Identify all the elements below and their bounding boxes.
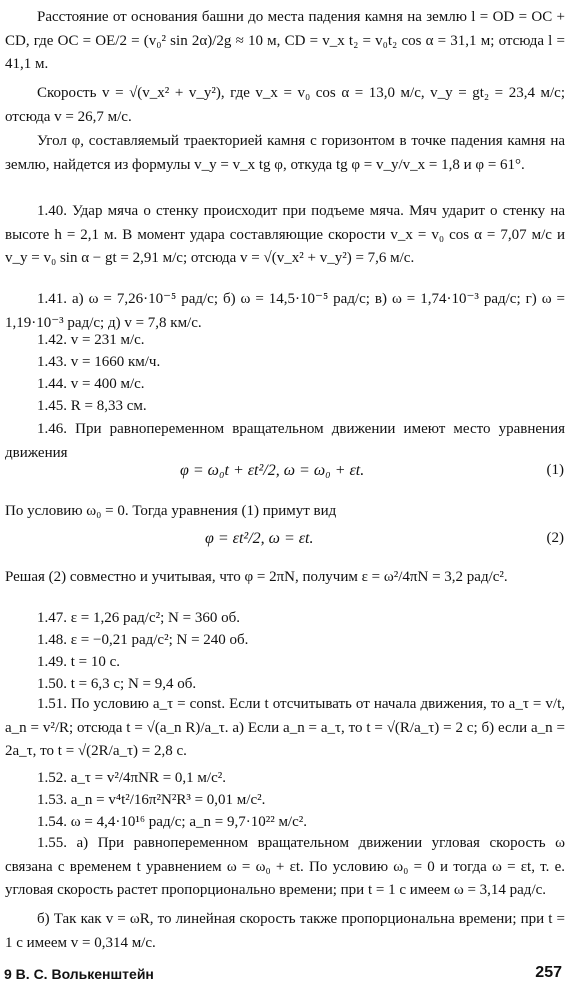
answer-1-54: 1.54. ω = 4,4·10¹⁶ рад/с; a_n = 9,7·10²² м/с². — [37, 814, 308, 830]
paragraph-angle: Угол φ, составляемый траекторией камня с горизонтом в точке падения камня на землю, найдется из формулы v_y = v_x tg φ, откуда tg φ = v_y/v_x = 1,8 и φ = 61°. — [5, 133, 565, 173]
answer-1-52: 1.52. a_τ = v²/4πNR = 0,1 м/с². — [37, 770, 226, 786]
paragraph-solution: Решая (2) совместно и учитывая, что φ = 2πN, получим ε = ω²/4πN = 3,2 рад/с². — [5, 569, 508, 585]
paragraph-distance: Расстояние от основания башни до места падения камня на землю l = OD = OC + CD, где OC = OE/2 = (v₀² sin 2α)/2g ≈ 10 м, CD = v_x t₂ = v₀t₂ cos α = 31,1 м; отсюда l = 41,1 м. — [5, 9, 565, 72]
answer-1-43: 1.43. v = 1660 км/ч. — [37, 354, 161, 370]
answer-1-44: 1.44. v = 400 м/с. — [37, 376, 145, 392]
problem-1-55-b: б) Так как v = ωR, то линейная скорость также пропорциональна времени; при t = 1 с имеем v = 0,314 м/с. — [5, 911, 565, 951]
paragraph-condition: По условию ω₀ = 0. Тогда уравнения (1) примут вид — [5, 503, 337, 519]
equation-2-number: (2) — [546, 530, 564, 546]
footer-author: 9 В. С. Волькенштейн — [4, 966, 154, 982]
equation-2: φ = εt²/2, ω = εt. — [205, 530, 314, 547]
equation-1: φ = ω₀t + εt²/2, ω = ω₀ + εt. — [180, 462, 365, 479]
problem-1-55: 1.55. а) При равнопеременном вращательном движении угловая скорость ω связана с временем t уравнением ω = ω₀ + εt. По условию ω₀ = 0 и тогда ω = εt, т. е. угловая скорость растет пропорционально времени; при t = 1 с имеем ω = 3,14 рад/с. — [5, 835, 565, 898]
equation-1-number: (1) — [546, 462, 564, 478]
answer-1-48: 1.48. ε = −0,21 рад/с²; N = 240 об. — [37, 632, 249, 648]
problem-1-41: 1.41. а) ω = 7,26·10⁻⁵ рад/с; б) ω = 14,5·10⁻⁵ рад/с; в) ω = 1,74·10⁻³ рад/с; г) ω = 1,19·10⁻³ рад/с; д) v = 7,8 км/с. — [5, 291, 565, 331]
problem-1-51: 1.51. По условию a_τ = const. Если t отсчитывать от начала движения, то a_τ = v/t, a_n = v²/R; отсюда t = √(a_n R)/a_τ. а) Если a_n = a_τ, то t = √(R/a_τ) = 2 с; б) если a_n = 2a_τ, то t = √(2R/a_τ) = 2,8 с. — [5, 696, 565, 759]
answer-1-49: 1.49. t = 10 с. — [37, 654, 121, 670]
page-number: 257 — [535, 964, 562, 981]
answer-1-50: 1.50. t = 6,3 с; N = 9,4 об. — [37, 676, 197, 692]
problem-1-40: 1.40. Удар мяча о стенку происходит при подъеме мяча. Мяч ударит о стенку на высоте h = 2,1 м. В момент удара составляющие скорости v_x = v₀ cos α = 7,07 м/с и v_y = v₀ sin α − gt = 2,91 м/с; отсюда v = √(v_x² + v_y²) = 7,6 м/с. — [5, 203, 565, 266]
problem-1-46: 1.46. При равнопеременном вращательном движении имеют место уравнения движения — [5, 421, 565, 461]
answer-1-42: 1.42. v = 231 м/с. — [37, 332, 145, 348]
answer-1-47: 1.47. ε = 1,26 рад/с²; N = 360 об. — [37, 610, 240, 626]
answer-1-45: 1.45. R = 8,33 см. — [37, 398, 147, 414]
answer-1-53: 1.53. a_n = v⁴t²/16π²N²R³ = 0,01 м/с². — [37, 792, 266, 808]
paragraph-velocity: Скорость v = √(v_x² + v_y²), где v_x = v₀ cos α = 13,0 м/с, v_y = gt₂ = 23,4 м/с; отсюда v = 26,7 м/с. — [5, 85, 565, 125]
